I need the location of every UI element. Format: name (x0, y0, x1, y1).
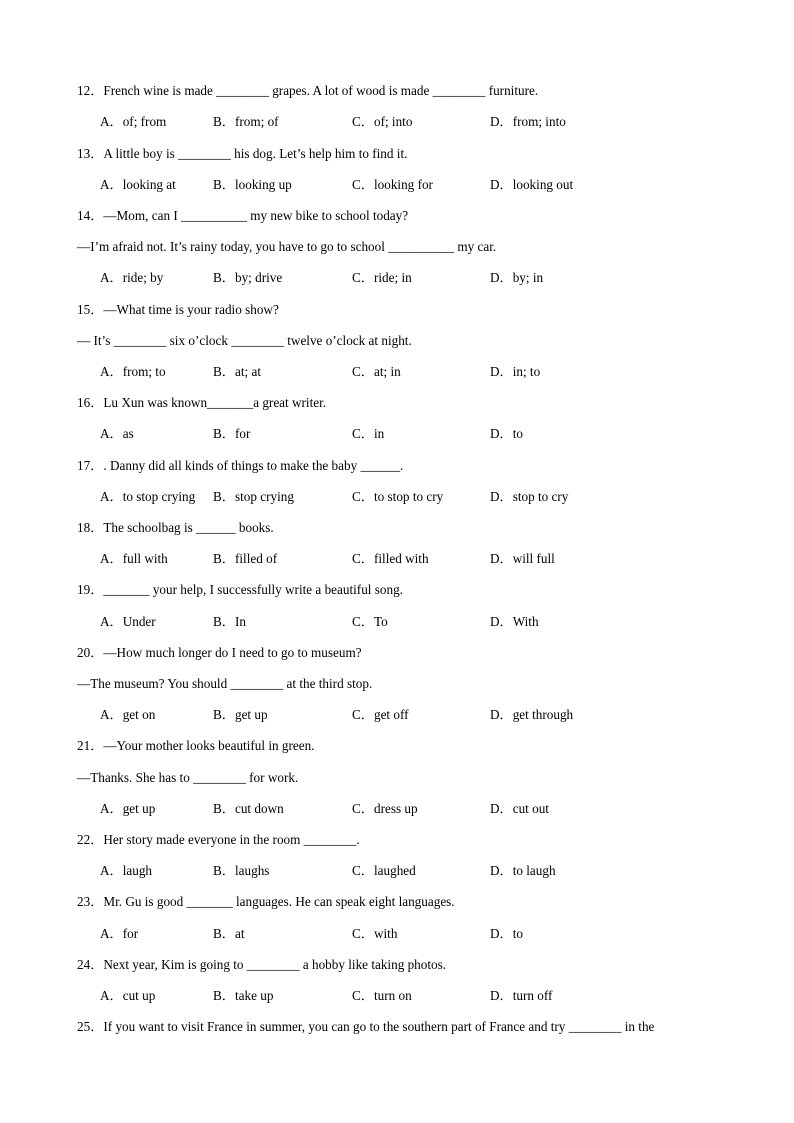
option-d: D．to (490, 426, 523, 441)
option-a: A．for (100, 926, 139, 941)
option-a: A．ride; by (100, 270, 164, 285)
question-18-text: 18．The schoolbag is ______ books. (77, 520, 274, 535)
question-22-options (0, 861, 794, 881)
question-19-text: 19．_______ your help, I successfully write a beautiful song. (77, 582, 403, 597)
option-d: D．by; in (490, 270, 544, 285)
option-c: C．to stop to cry (352, 489, 444, 504)
question-20-text: 20．—How much longer do I need to go to museum? (77, 645, 362, 660)
option-a: A．full with (100, 551, 168, 566)
question-14-text-2: —I’m afraid not. It’s rainy today, you have to go to school __________ my car. (77, 239, 497, 254)
question-12-options (0, 112, 794, 132)
question-22-text: 22．Her story made everyone in the room ________. (77, 832, 360, 847)
option-a: A．to stop crying (100, 489, 196, 504)
option-a: A．of; from (100, 114, 167, 129)
option-a: A．get up (100, 801, 156, 816)
option-c: C．in (352, 426, 385, 441)
option-c: C．ride; in (352, 270, 412, 285)
option-b: B．from; of (213, 114, 279, 129)
question-21-text-2: —Thanks. She has to ________ for work. (77, 770, 299, 785)
option-d: D．cut out (490, 801, 549, 816)
option-d: D．looking out (490, 177, 574, 192)
question-18-options (0, 549, 794, 569)
option-d: D．to laugh (490, 863, 556, 878)
question-21-text: 21．—Your mother looks beautiful in green. (77, 738, 315, 753)
question-14-text: 14．—Mom, can I __________ my new bike to school today? (77, 208, 409, 223)
option-a: A．cut up (100, 988, 156, 1003)
option-b: B．get up (213, 707, 268, 722)
option-a: A．laugh (100, 863, 153, 878)
question-19-options (0, 612, 794, 632)
question-17-options (0, 487, 794, 507)
option-c: C．with (352, 926, 398, 941)
option-b: B．cut down (213, 801, 284, 816)
question-15-text-2: — It’s ________ six o’clock ________ twelve o’clock at night. (77, 333, 412, 348)
option-c: C．get off (352, 707, 409, 722)
question-13-options (0, 175, 794, 195)
question-23-options (0, 924, 794, 944)
option-c: C．turn on (352, 988, 412, 1003)
question-15-text: 15．—What time is your radio show? (77, 302, 279, 317)
option-a: A．as (100, 426, 134, 441)
option-d: D．With (490, 614, 539, 629)
option-d: D．stop to cry (490, 489, 569, 504)
option-c: C．of; into (352, 114, 413, 129)
option-d: D．get through (490, 707, 574, 722)
option-b: B．filled of (213, 551, 278, 566)
option-d: D．in; to (490, 364, 541, 379)
option-a: A．from; to (100, 364, 166, 379)
question-23-text: 23．Mr. Gu is good _______ languages. He can speak eight languages. (77, 894, 455, 909)
option-c: C．filled with (352, 551, 429, 566)
question-16-text: 16．Lu Xun was known_______a great writer. (77, 395, 327, 410)
option-d: D．turn off (490, 988, 553, 1003)
question-24-text: 24．Next year, Kim is going to ________ a hobby like taking photos. (77, 957, 447, 972)
question-17-text: 17．. Danny did all kinds of things to make the baby ______. (77, 458, 404, 473)
option-b: B．In (213, 614, 246, 629)
option-b: B．laughs (213, 863, 270, 878)
question-15-options (0, 362, 794, 382)
question-12-text: 12．French wine is made ________ grapes. A lot of wood is made ________ furniture. (77, 83, 539, 98)
question-21-options (0, 799, 794, 819)
question-20-options (0, 705, 794, 725)
option-b: B．looking up (213, 177, 292, 192)
option-d: D．from; into (490, 114, 566, 129)
option-c: C．at; in (352, 364, 401, 379)
option-c: C．dress up (352, 801, 418, 816)
question-25-text: 25．If you want to visit France in summer, you can go to the southern part of France and try ________ in the (77, 1019, 655, 1034)
question-13-text: 13．A little boy is ________ his dog. Let’s help him to find it. (77, 146, 408, 161)
option-b: B．take up (213, 988, 274, 1003)
option-a: A．Under (100, 614, 156, 629)
option-c: C．To (352, 614, 388, 629)
option-b: B．at; at (213, 364, 261, 379)
option-b: B．at (213, 926, 245, 941)
option-b: B．stop crying (213, 489, 294, 504)
question-14-options (0, 268, 794, 288)
option-c: C．looking for (352, 177, 433, 192)
option-b: B．by; drive (213, 270, 283, 285)
option-a: A．get on (100, 707, 156, 722)
option-d: D．will full (490, 551, 555, 566)
question-16-options (0, 424, 794, 444)
option-a: A．looking at (100, 177, 176, 192)
question-24-options (0, 986, 794, 1006)
option-c: C．laughed (352, 863, 416, 878)
option-d: D．to (490, 926, 523, 941)
option-b: B．for (213, 426, 251, 441)
question-20-text-2: —The museum? You should ________ at the third stop. (77, 676, 373, 691)
